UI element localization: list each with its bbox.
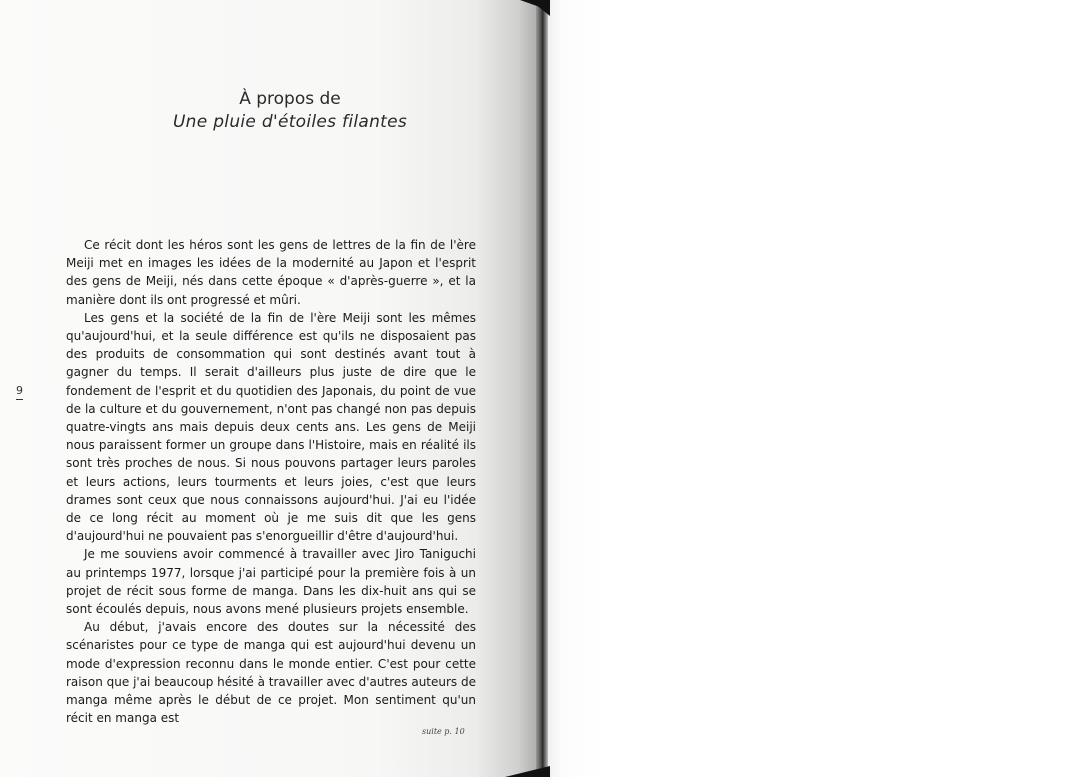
book-gutter bbox=[536, 0, 548, 777]
paragraph-1: Ce récit dont les héros sont les gens de lettres de la fin de l'ère Meiji met en images les idées de la modernité au Japon et l'esprit des gens de Meiji, nés dans cette époque « d'après-guerre », et la manière dont ils ont progressé et mûri. bbox=[66, 238, 476, 307]
title-line-2: Une pluie d'étoiles filantes bbox=[172, 112, 408, 132]
page-number: 9 bbox=[16, 384, 23, 400]
paragraph-4: Au début, j'avais encore des doutes sur la nécessité des scénaristes pour ce type de manga qui est aujourd'hui devenu un mode d'expression reconnu dans le monde entier. C'est pour cette raison que j'ai beaucoup hésité à travailler avec d'autres auteurs de manga même après le début de ce projet. Mon sentiment qu'un récit en manga est bbox=[66, 620, 476, 726]
paragraph-2: Les gens et la société de la fin de l'ère Meiji sont les mêmes qu'aujourd'hui, et la seule différence est qu'ils ne disposaient pas des produits de consommation qui sont destinés avant tout à gagner du temps. Il serait d'ailleurs plus juste de dire que le fondement de l'esprit et du quotidien des Japonais, du point de vue de la culture et du gouvernement, n'ont pas changé non pas depuis quatre-vingts ans mais depuis deux cents ans. Les gens de Meiji nous paraissent former un groupe dans l'Histoire, mais en réalité ils sont très proches de nous. Si nous pouvons partager leurs paroles et leurs actions, leurs tourments et leurs joies, c'est que leurs drames sont ceux que nous connaissons aujourd'hui. J'ai eu l'idée de ce long récit au moment où je me suis dit que les gens d'aujourd'hui ne pouvaient pas s'enorgueillir d'être d'aujourd'hui. bbox=[66, 310, 476, 544]
title-block bbox=[90, 88, 490, 134]
paragraph-3: Je me souviens avoir commencé à travailler avec Jiro Taniguchi au printemps 1977, lorsque j'ai participé pour la première fois à un projet de récit sous forme de manga. Dans les dix-huit ans qui se sont écoulés depuis, nous avons mené plusieurs projets ensemble. bbox=[66, 547, 476, 617]
body-text bbox=[66, 236, 476, 727]
continued-note: suite p. 10 bbox=[422, 727, 465, 736]
right-page-blank bbox=[540, 0, 1080, 777]
title-line-1: À propos de bbox=[239, 89, 341, 109]
